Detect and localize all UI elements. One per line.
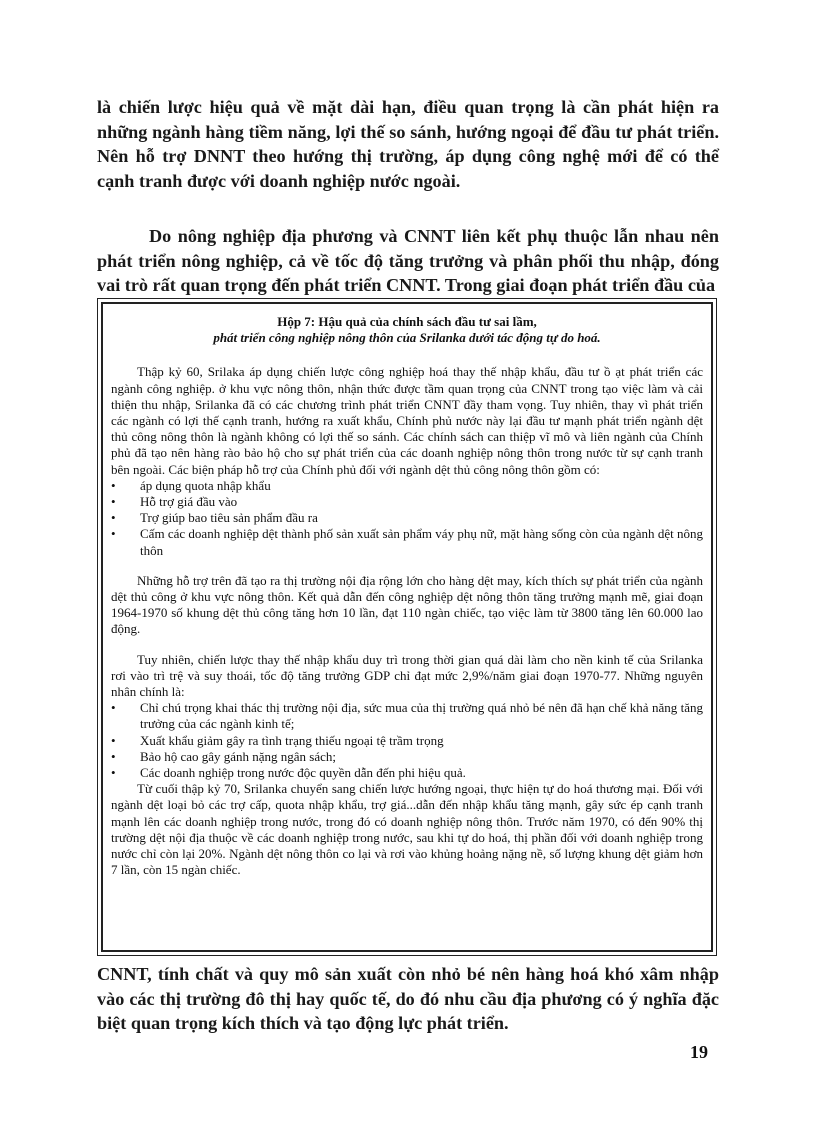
list-item: • Hỗ trợ giá đầu vào bbox=[111, 494, 238, 510]
bullet-icon: • bbox=[111, 510, 116, 526]
bullet-icon: • bbox=[111, 700, 116, 716]
box-paragraph-3: Tuy nhiên, chiến lược thay thế nhập khẩu duy trì trong thời gian quá dài làm cho nền kinh tế của Srilanka rơi vào trì trệ và suy thoái, tốc độ tăng trưởng GDP chỉ đạt mức 2,9%/năm giai đoạn 1970-77. Những nguyên nhân chính là: bbox=[111, 651, 703, 700]
causes-list bbox=[111, 700, 703, 781]
closing-paragraph: CNNT, tính chất và quy mô sản xuất còn nhỏ bé nên hàng hoá khó xâm nhập vào các thị trường đô thị hay quốc tế, do đó nhu cầu địa phương có ý nghĩa đặc biệt quan trọng kích thích và tạo động lực phát triển. bbox=[97, 964, 719, 1033]
bullet-icon: • bbox=[111, 526, 116, 542]
bullet-icon: • bbox=[111, 732, 116, 748]
bullet-icon: • bbox=[111, 748, 116, 764]
box-paragraph-4: Từ cuối thập kỷ 70, Srilanka chuyển sang chiến lược hướng ngoại, thực hiện tự do hoá thương mại. Đối với ngành dệt loại bỏ các trợ cấp, quota nhập khẩu, trợ giá...dẫn đến nhập khẩu tăng mạnh, gây sức ép cạnh tranh mạnh lên các doanh nghiệp trong nước, trong đó có doanh nghiệp nông thôn. Trước năm 1970, có đến 90% thị trường dệt nội địa thuộc về các doanh nghiệp trong nước, sau khi tự do hoá, thị phần đối với doanh nghiệp trong nước chỉ còn lại 20%. Ngành dệt nông thôn co lại và rơi vào khủng hoảng nặng nề, số lượng khung dệt giảm hơn 7 lần, còn 15 ngàn chiếc. bbox=[111, 781, 703, 878]
box-paragraph-1: Thập kỷ 60, Srilaka áp dụng chiến lược công nghiệp hoá thay thế nhập khẩu, đầu tư ồ ạt phát triển các ngành công nghiệp. ở khu vực nông thôn, nhận thức được tầm quan trọng của CNNT trong tạo việc làm và cải thiện thu nhập, Srilanka đã có các chương trình phát triển CNNT đầy tham vọng. Tuy nhiên, thay vì phát triển các ngành có lợi thế cạnh tranh, hướng ra xuất khẩu, Chính phủ nước này lại đầu tư mạnh phát triển ngành dệt thủ công nông thôn là ngành không có lợi thế so sánh. Các chính sách can thiệp vĩ mô và liên ngành của Chính phủ đã tạo nên hàng rào bảo hộ cho sự phát triển của các doanh nghiệp nông thôn trong nước từ sự cạnh tranh bên ngoài. Các biện pháp hỗ trợ của Chính phủ đối với ngành dệt thủ công nông thôn gồm có: bbox=[111, 364, 703, 477]
box-title bbox=[111, 314, 703, 346]
info-box-inner bbox=[101, 302, 713, 952]
list-item: • Chỉ chú trọng khai thác thị trường nội địa, sức mua của thị trường quá nhỏ bé nên đã hạn chế khả năng tăng trưởng của các ngành kinh tế; bbox=[111, 700, 703, 732]
box-title-line-1: Hộp 7: Hậu quả của chính sách đầu tư sai lầm, bbox=[277, 314, 537, 329]
list-item: • Cấm các doanh nghiệp dệt thành phố sản xuất sản phẩm váy phụ nữ, mặt hàng sống còn của ngành dệt nông thôn bbox=[111, 526, 703, 558]
box-title-line-2: phát triển công nghiệp nông thôn của Srilanka dưới tác động tự do hoá. bbox=[213, 330, 601, 346]
second-paragraph: Do nông nghiệp địa phương và CNNT liên kết phụ thuộc lẫn nhau nên phát triển nông nghiệp, cả về tốc độ tăng trưởng và phân phối thu nhập, đóng vai trò rất quan trọng đến phát triển CNNT. Trong giai đoạn phát triển đầu của bbox=[97, 226, 719, 295]
bullet-icon: • bbox=[111, 765, 116, 781]
info-box-7 bbox=[97, 298, 717, 956]
list-item: • Bảo hộ cao gây gánh nặng ngân sách; bbox=[111, 748, 337, 764]
list-item: • Trợ giúp bao tiêu sản phẩm đầu ra bbox=[111, 510, 318, 526]
bullet-icon: • bbox=[111, 494, 116, 510]
list-item: • Các doanh nghiệp trong nước độc quyền dẫn đến phi hiệu quả. bbox=[111, 765, 466, 781]
bullet-icon: • bbox=[111, 477, 116, 493]
box-paragraph-2: Những hỗ trợ trên đã tạo ra thị trường nội địa rộng lớn cho hàng dệt may, kích thích sự phát triển của ngành dệt thủ công ở khu vực nông thôn. Kết quả dẫn đến công nghiệp dệt nông thôn tăng trưởng mạnh mẽ, giai đoạn 1964-1970 số khung dệt thủ công tăng hơn 10 lần, đạt 110 ngàn chiếc, tạo việc làm từ 3800 tăng lên 60.000 lao động. bbox=[111, 572, 703, 637]
support-measures-list bbox=[111, 478, 703, 559]
list-item: • Xuất khẩu giảm gây ra tình trạng thiếu ngoại tệ trầm trọng bbox=[111, 732, 444, 748]
intro-paragraph: là chiến lược hiệu quả về mặt dài hạn, điều quan trọng là cần phát hiện ra những ngành hàng tiềm năng, lợi thế so sánh, hướng ngoại để đầu tư phát triển. Nên hỗ trợ DNNT theo hướng thị trường, áp dụng công nghệ mới để có thể cạnh tranh được với doanh nghiệp nước ngoài. bbox=[97, 97, 719, 191]
page-number: 19 bbox=[690, 1042, 708, 1062]
list-item: • áp dụng quota nhập khẩu bbox=[111, 477, 271, 493]
